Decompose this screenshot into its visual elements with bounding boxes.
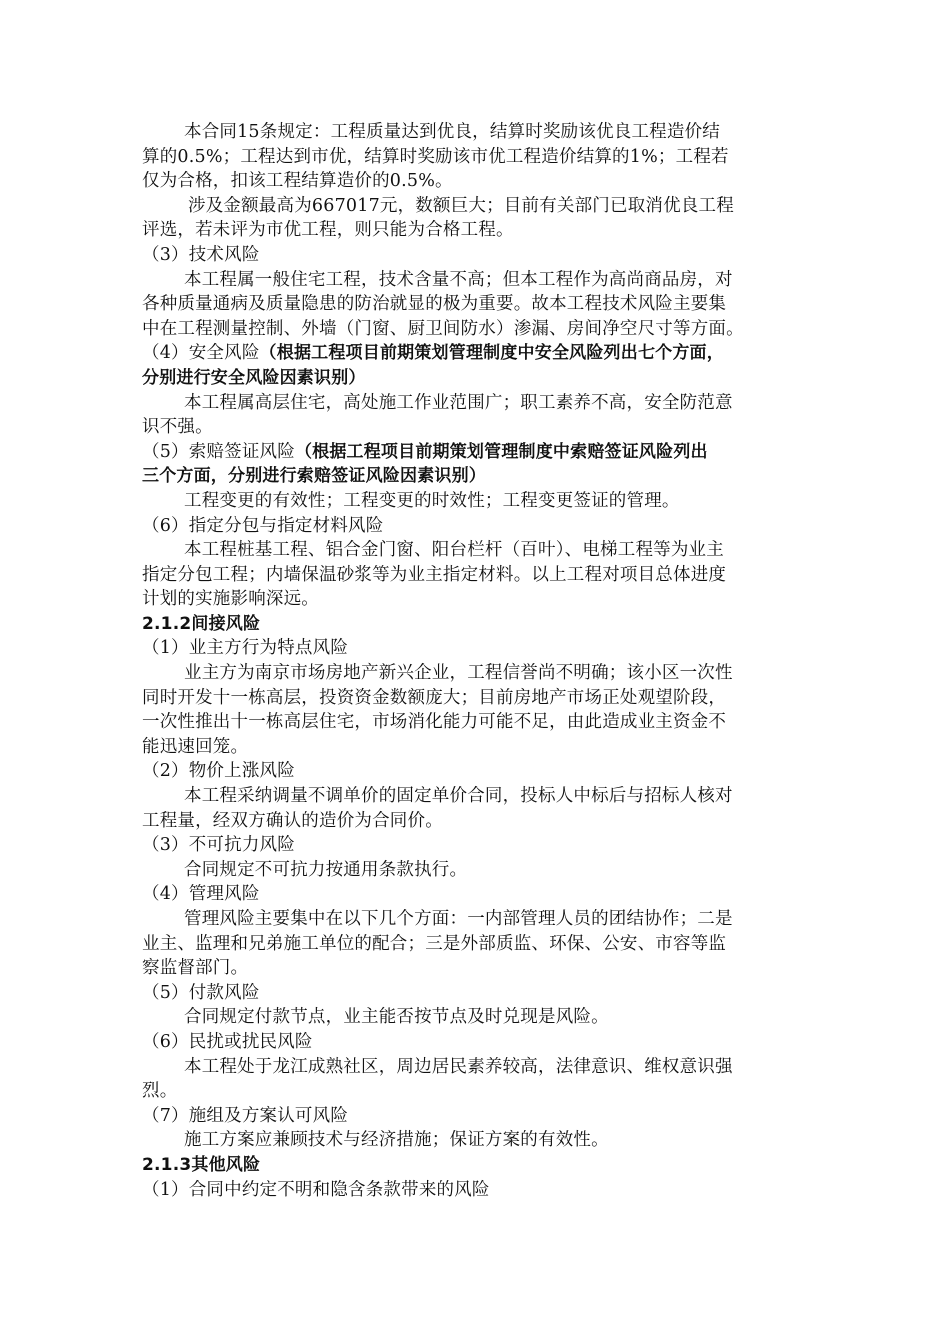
section-heading: 2.1.3其他风险 [142, 1154, 261, 1175]
subsection-heading: （3）技术风险 [142, 244, 260, 265]
bold-note-line: 三个方面，分别进行索赔签证风险因素识别） [142, 466, 486, 487]
paragraph-line: 本工程桩基工程、铝合金门窗、阳台栏杆（百叶）、电梯工程等为业主 [184, 540, 724, 561]
bold-note-line: 分别进行安全风险因素识别） [142, 367, 366, 388]
paragraph-line: 本工程属一般住宅工程，技术含量不高；但本工程作为高尚商品房，对 [184, 269, 733, 290]
paragraph-line: 涉及金额最高为667017元，数额巨大；目前有关部门已取消优良工程 [188, 195, 734, 216]
subsection-heading: （5）付款风险 [142, 982, 260, 1003]
paragraph-line: 施工方案应兼顾技术与经济措施；保证方案的有效性。 [184, 1130, 609, 1151]
paragraph-line: 工程变更的有效性；工程变更的时效性；工程变更签证的管理。 [184, 490, 680, 511]
paragraph-line: 察监督部门。 [142, 958, 249, 979]
subsection-heading: （1）合同中约定不明和隐含条款带来的风险 [142, 1179, 490, 1200]
paragraph-line: 合同规定不可抗力按通用条款执行。 [184, 859, 468, 880]
subsection-heading: （3）不可抗力风险 [142, 835, 295, 856]
paragraph-line: 一次性推出十一栋高层住宅，市场消化能力可能不足，由此造成业主资金不 [142, 712, 727, 733]
paragraph-line: 同时开发十一栋高层，投资资金数额庞大；目前房地产市场正处观望阶段， [142, 687, 727, 708]
paragraph-line: 指定分包工程；内墙保温砂浆等为业主指定材料。以上工程对项目总体进度 [142, 564, 727, 585]
subsection-heading: （6）指定分包与指定材料风险 [142, 515, 384, 536]
paragraph-line: 本合同15条规定：工程质量达到优良，结算时奖励该优良工程造价结 [184, 122, 720, 142]
paragraph-line: 业主、监理和兄弟施工单位的配合；三是外部质监、环保、公安、市容等监 [142, 933, 727, 954]
paragraph-line: 本工程处于龙江成熟社区，周边居民素养较高，法律意识、维权意识强 [184, 1056, 733, 1077]
paragraph-line: 识不强。 [142, 417, 213, 438]
subsection-heading: （7）施组及方案认可风险 [142, 1105, 349, 1126]
paragraph-line: 工程量，经双方确认的造价为合同价。 [142, 810, 443, 831]
paragraph-line: 计划的实施影响深远。 [142, 589, 319, 610]
paragraph-line: 本工程属高层住宅，高处施工作业范围广；职工素养不高，安全防范意 [184, 392, 733, 413]
subsection-title: （5）索赔签证风险 [142, 441, 295, 462]
paragraph-line: 本工程采纳调量不调单价的固定单价合同，投标人中标后与招标人核对 [184, 786, 733, 807]
paragraph-line: 管理风险主要集中在以下几个方面：一内部管理人员的团结协作；二是 [184, 909, 733, 929]
paragraph-line: 中在工程测量控制、外墙（门窗、厨卫间防水）渗漏、房间净空尺寸等方面。 [142, 318, 744, 339]
paragraph-line: 烈。 [142, 1081, 178, 1102]
paragraph-line: 各种质量通病及质量隐患的防治就显的极为重要。故本工程技术风险主要集 [142, 294, 727, 315]
subsection-heading: （1）业主方行为特点风险 [142, 638, 349, 659]
subsection-heading [142, 440, 820, 465]
paragraph-line: 算的0.5%；工程达到市优，结算时奖励该市优工程造价结算的1%；工程若 [142, 146, 729, 167]
paragraph-line: 业主方为南京市场房地产新兴企业，工程信誉尚不明确；该小区一次性 [184, 663, 733, 684]
subsection-title: （4）安全风险 [142, 343, 260, 364]
subsection-heading: （2）物价上涨风险 [142, 761, 295, 782]
paragraph-line: 仅为合格，扣该工程结算造价的0.5%。 [142, 171, 453, 192]
section-heading: 2.1.2间接风险 [142, 613, 261, 634]
paragraph-line: 合同规定付款节点，业主能否按节点及时兑现是风险。 [184, 1007, 609, 1028]
subsection-heading: （6）民扰或扰民风险 [142, 1031, 313, 1052]
bold-note: （根据工程项目前期策划管理制度中安全风险列出七个方面， [259, 343, 724, 364]
subsection-heading: （4）管理风险 [142, 884, 260, 905]
bold-note: （根据工程项目前期策划管理制度中索赔签证风险列出 [294, 441, 708, 462]
paragraph-line: 评选，若未评为市优工程，则只能为合格工程。 [142, 220, 514, 241]
subsection-heading [142, 341, 820, 366]
paragraph-line: 能迅速回笼。 [142, 736, 249, 757]
